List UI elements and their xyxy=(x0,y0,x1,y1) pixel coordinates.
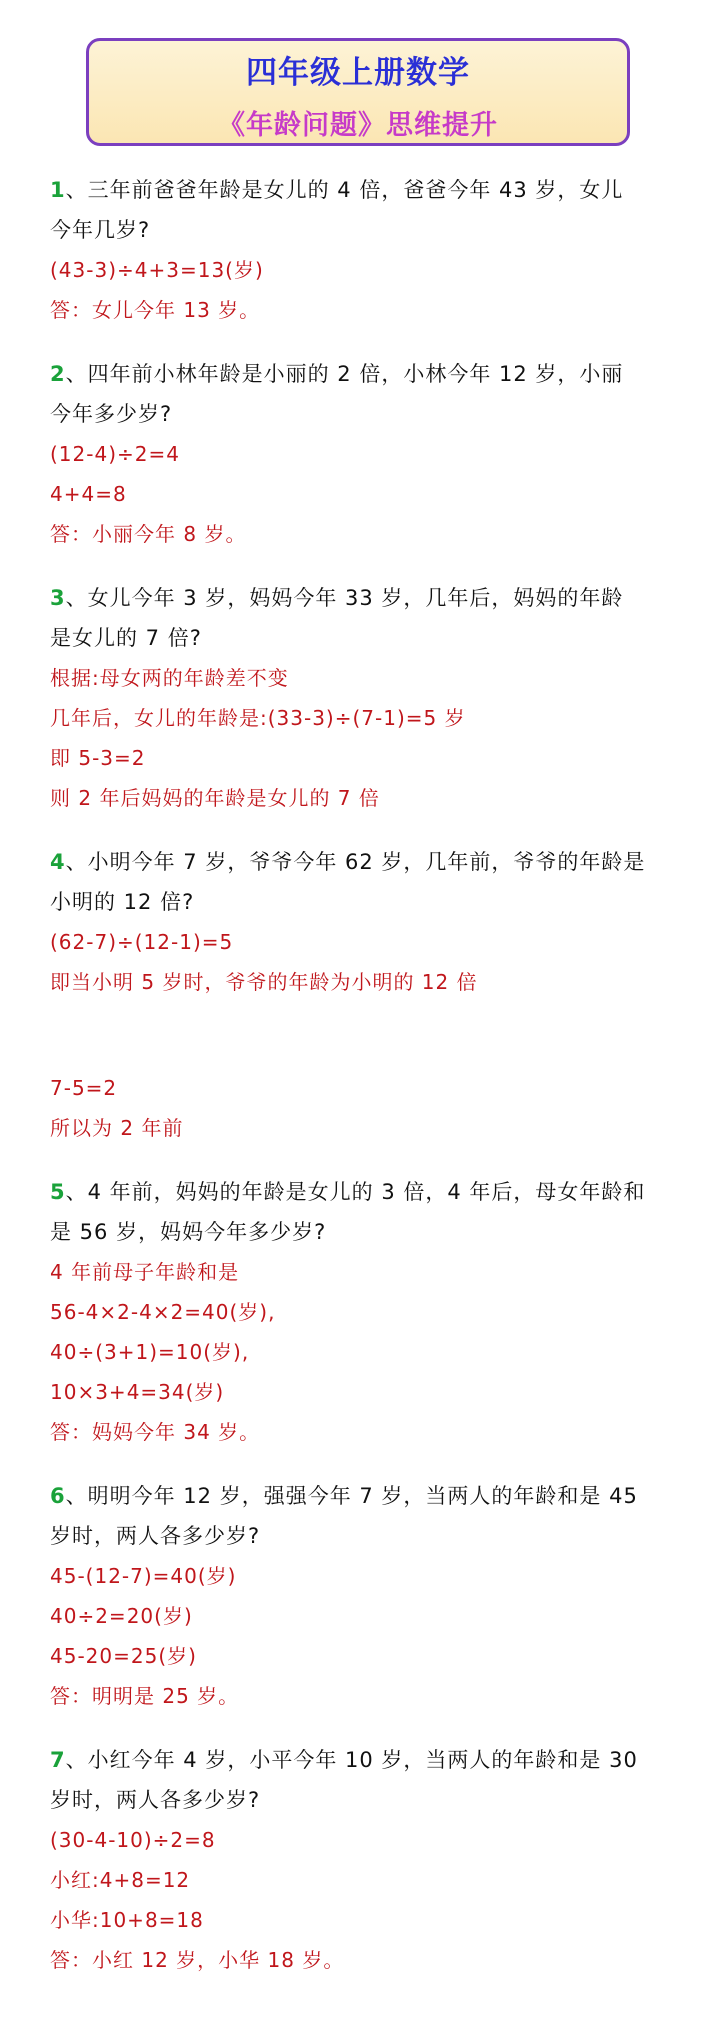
answer-line: 7-5=2 xyxy=(50,1076,118,1100)
question-line: 7、小红今年 4 岁，小平今年 10 岁，当两人的年龄和是 30 xyxy=(50,1748,638,1772)
problem-list xyxy=(50,170,675,2004)
answer-line: 40÷2=20(岁) xyxy=(50,1604,193,1628)
answer-line: 40÷(3+1)=10(岁), xyxy=(50,1340,250,1364)
answer-line: 小华:10+8=18 xyxy=(50,1908,204,1932)
answer-line: 答：小红 12 岁，小华 18 岁。 xyxy=(50,1948,345,1972)
answer-line: 45-(12-7)=40(岁) xyxy=(50,1564,237,1588)
answer-line: 10×3+4=34(岁) xyxy=(50,1380,225,1404)
question-line: 4、小明今年 7 岁，爷爷今年 62 岁，几年前，爷爷的年龄是 xyxy=(50,850,646,874)
problem-2 xyxy=(50,354,675,554)
answer-line: 几年后，女儿的年龄是:(33-3)÷(7-1)=5 岁 xyxy=(50,706,466,730)
problem-7 xyxy=(50,1740,675,1980)
problem-number: 5 xyxy=(50,1180,66,1204)
question-line: 是 56 岁，妈妈今年多少岁? xyxy=(50,1220,327,1244)
answer-line: 答：明明是 25 岁。 xyxy=(50,1684,240,1708)
question-line: 3、女儿今年 3 岁，妈妈今年 33 岁，几年后，妈妈的年龄 xyxy=(50,586,624,610)
problem-number: 1 xyxy=(50,178,66,202)
problem-5 xyxy=(50,1172,675,1452)
question-line: 是女儿的 7 倍? xyxy=(50,626,202,650)
page-subtitle: 《年龄问题》思维提升 xyxy=(218,110,498,141)
question-line: 小明的 12 倍? xyxy=(50,890,195,914)
problem-number: 2 xyxy=(50,362,66,386)
answer-line: (30-4-10)÷2=8 xyxy=(50,1828,216,1852)
question-line: 1、三年前爸爸年龄是女儿的 4 倍，爸爸今年 43 岁，女儿 xyxy=(50,178,624,202)
page-title: 四年级上册数学 xyxy=(246,55,470,91)
question-line: 岁时，两人各多少岁? xyxy=(50,1788,261,1812)
problem-3 xyxy=(50,578,675,818)
problem-number: 4 xyxy=(50,850,66,874)
problem-1 xyxy=(50,170,675,330)
blank-gap xyxy=(50,1002,675,1068)
answer-line: 56-4×2-4×2=40(岁), xyxy=(50,1300,276,1324)
question-line: 6、明明今年 12 岁，强强今年 7 岁，当两人的年龄和是 45 xyxy=(50,1484,638,1508)
answer-line: 答：妈妈今年 34 岁。 xyxy=(50,1420,261,1444)
answer-line: 则 2 年后妈妈的年龄是女儿的 7 倍 xyxy=(50,786,380,810)
problem-number: 3 xyxy=(50,586,66,610)
title-banner xyxy=(86,38,630,146)
problem-4 xyxy=(50,842,675,1148)
question-line: 今年多少岁? xyxy=(50,402,173,426)
answer-line: 答：女儿今年 13 岁。 xyxy=(50,298,261,322)
answer-line: (62-7)÷(12-1)=5 xyxy=(50,930,234,954)
answer-line: 小红:4+8=12 xyxy=(50,1868,191,1892)
problem-number: 6 xyxy=(50,1484,66,1508)
question-line: 2、四年前小林年龄是小丽的 2 倍，小林今年 12 岁，小丽 xyxy=(50,362,624,386)
answer-line: 4+4=8 xyxy=(50,482,127,506)
answer-line: 4 年前母子年龄和是 xyxy=(50,1260,240,1284)
answer-line: 所以为 2 年前 xyxy=(50,1116,184,1140)
problem-6 xyxy=(50,1476,675,1716)
problem-number: 7 xyxy=(50,1748,66,1772)
answer-line: (12-4)÷2=4 xyxy=(50,442,180,466)
answer-line: 答：小丽今年 8 岁。 xyxy=(50,522,247,546)
answer-line: (43-3)÷4+3=13(岁) xyxy=(50,258,264,282)
question-line: 5、4 年前，妈妈的年龄是女儿的 3 倍，4 年后，母女年龄和 xyxy=(50,1180,646,1204)
answer-line: 45-20=25(岁) xyxy=(50,1644,197,1668)
answer-line: 根据:母女两的年龄差不变 xyxy=(50,666,289,690)
question-line: 今年几岁? xyxy=(50,218,151,242)
question-line: 岁时，两人各多少岁? xyxy=(50,1524,261,1548)
answer-line: 即 5-3=2 xyxy=(50,746,146,770)
answer-line: 即当小明 5 岁时，爷爷的年龄为小明的 12 倍 xyxy=(50,970,478,994)
